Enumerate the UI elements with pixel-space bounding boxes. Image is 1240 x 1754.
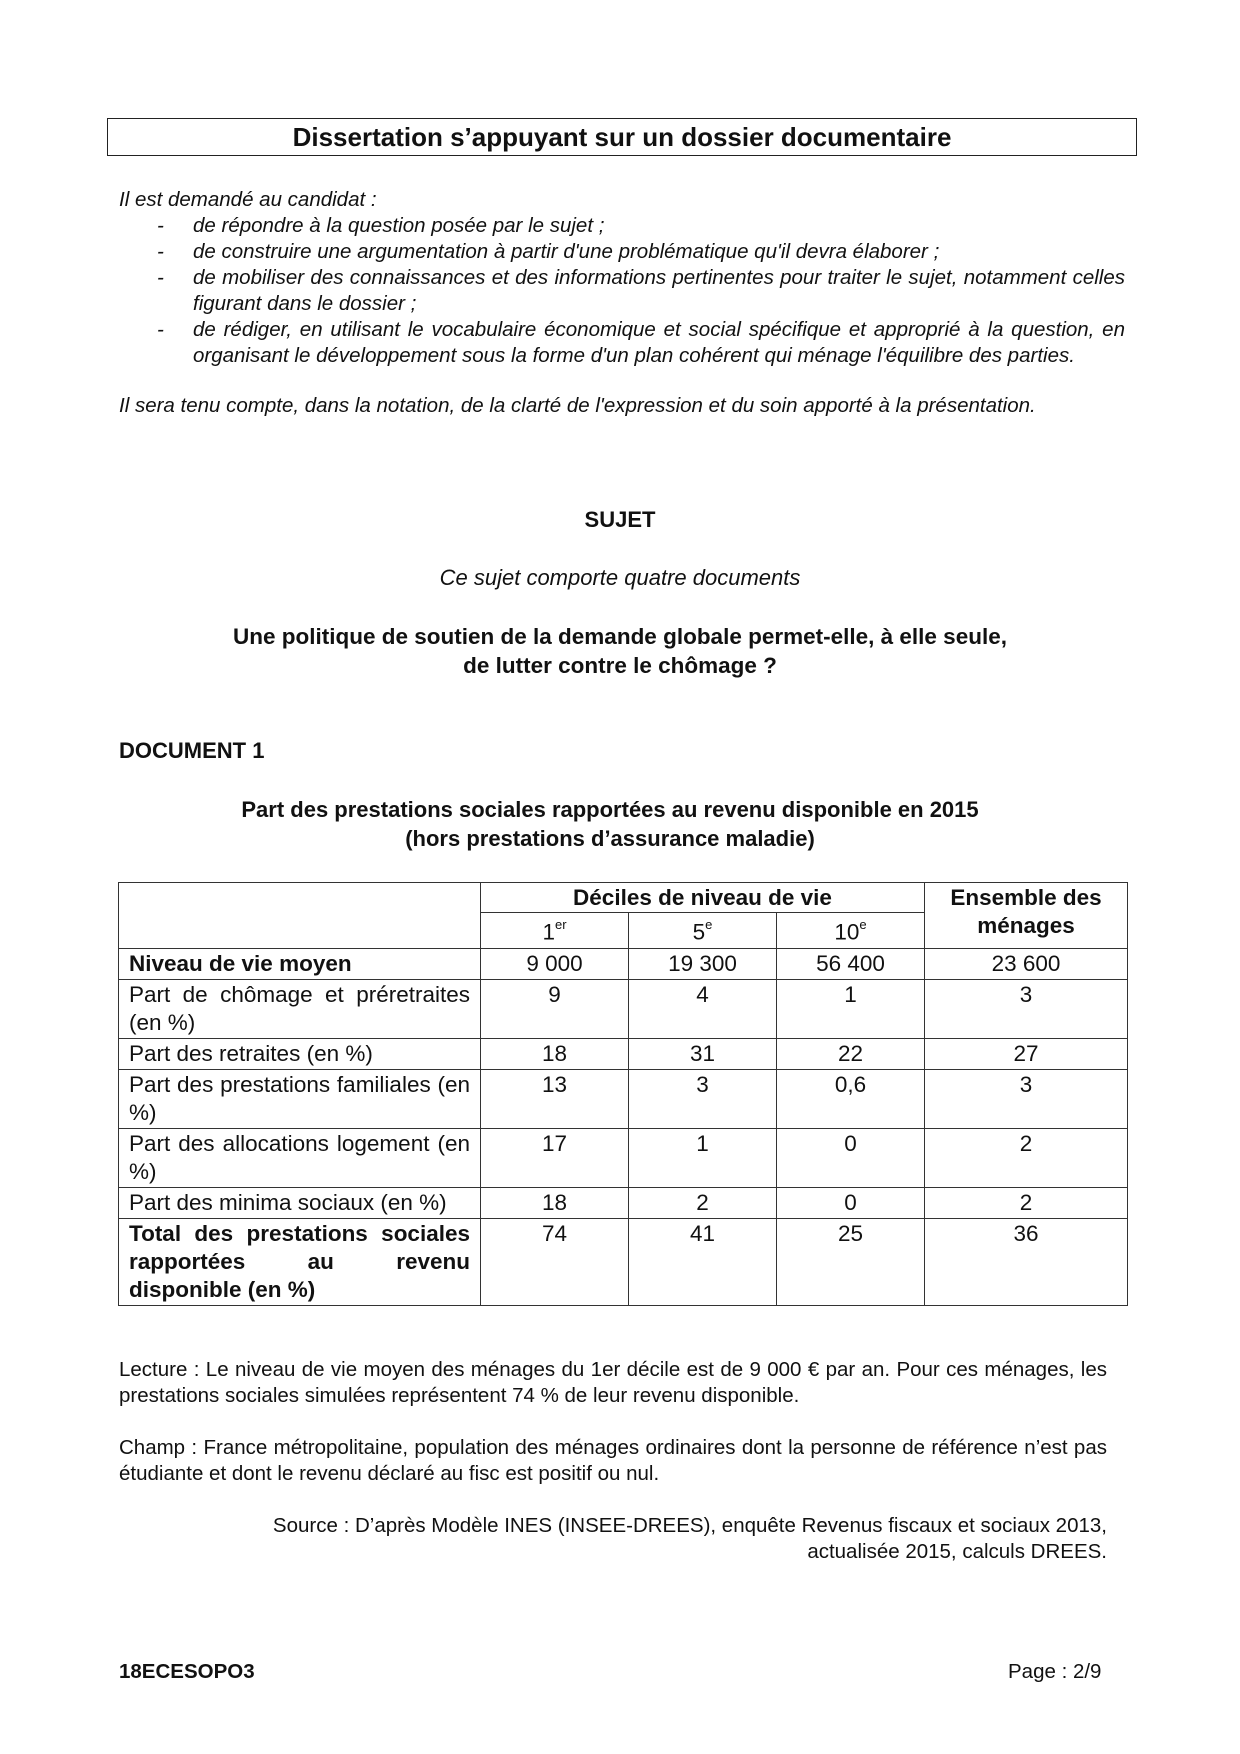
header-title: Dissertation s’appuyant sur un dossier documentaire (292, 121, 952, 152)
question-line-1: Une politique de soutien de la demande globale permet-elle, à elle seule, (233, 624, 1007, 649)
table-row (119, 1038, 1128, 1069)
decile-header: 5e (629, 913, 777, 949)
footer-code: 18ECESOPO3 (119, 1660, 255, 1683)
row-label: Part de chômage et préretraites (en %) (119, 979, 481, 1038)
table-cell: 17 (481, 1128, 629, 1187)
table-cell: 9 (481, 979, 629, 1038)
decile-header: 10e (777, 913, 925, 949)
table-cell: 0 (777, 1187, 925, 1218)
table-cell: 18 (481, 1038, 629, 1069)
row-label: Part des minima sociaux (en %) (119, 1187, 481, 1218)
table-cell: 3 (925, 1069, 1128, 1128)
table-row (119, 1187, 1128, 1218)
source-line-1: Source : D’après Modèle INES (INSEE-DREES), enquête Revenus fiscaux et sociaux 2013, (272, 1514, 1107, 1537)
table-cell: 74 (481, 1218, 629, 1305)
sujet-note: Ce sujet comporte quatre documents (439, 565, 801, 590)
table-cell: 1 (629, 1128, 777, 1187)
source-note (147, 1513, 1107, 1565)
table-row (119, 1128, 1128, 1187)
data-table (118, 882, 1128, 1306)
row-label: Part des allocations logement (en %) (119, 1128, 481, 1187)
table-cell: 2 (925, 1187, 1128, 1218)
source-line-2: actualisée 2015, calculs DREES. (807, 1540, 1107, 1563)
table-cell: 9 000 (481, 948, 629, 979)
table-title-line-1: Part des prestations sociales rapportées au revenu disponible en 2015 (241, 797, 979, 822)
table-cell: 3 (925, 979, 1128, 1038)
lecture-note: Lecture : Le niveau de vie moyen des ménages du 1er décile est de 9 000 € par an. Pour ces ménages, les prestations sociales simulées représentent 74 % de leur revenu disponible. (119, 1358, 1107, 1407)
table-cell: 3 (629, 1069, 777, 1128)
row-label: Part des prestations familiales (en %) (119, 1069, 481, 1128)
table-cell: 25 (777, 1218, 925, 1305)
table-row (119, 1069, 1128, 1128)
table-cell: 0,6 (777, 1069, 925, 1128)
table-cell: 36 (925, 1218, 1128, 1305)
table-cell: 31 (629, 1038, 777, 1069)
instruction-item: - de mobiliser des connaissances et des informations pertinentes pour traiter le sujet, notamment celles figurant dans le dossier ; (157, 266, 1125, 315)
champ-note: Champ : France métropolitaine, population des ménages ordinaires dont la personne de référence n’est pas étudiante et dont le revenu déclaré au fisc est positif ou nul. (119, 1436, 1107, 1485)
instructions (119, 187, 1125, 419)
table-cell: 13 (481, 1069, 629, 1128)
table-title (0, 795, 1220, 853)
table-row (119, 979, 1128, 1038)
table-cell: 41 (629, 1218, 777, 1305)
instructions-notice: Il sera tenu compte, dans la notation, de la clarté de l'expression et du soin apporté à la présentation. (119, 394, 1036, 417)
table-corner-cell (119, 883, 481, 949)
document-header (107, 118, 1137, 156)
table-cell: 1 (777, 979, 925, 1038)
page-number: Page : 2/9 (1008, 1660, 1102, 1683)
table-header-row (119, 883, 1128, 913)
table-cell: 2 (925, 1128, 1128, 1187)
table-cell: 4 (629, 979, 777, 1038)
subject-question (0, 622, 1240, 680)
table-cell: 56 400 (777, 948, 925, 979)
row-label: Niveau de vie moyen (119, 948, 481, 979)
table-cell: 23 600 (925, 948, 1128, 979)
group-header: Déciles de niveau de vie (481, 883, 925, 913)
table-cell: 22 (777, 1038, 925, 1069)
instructions-intro: Il est demandé au candidat : (119, 188, 377, 211)
decile-header: 1er (481, 913, 629, 949)
row-label: Part des retraites (en %) (119, 1038, 481, 1069)
document-label: DOCUMENT 1 (119, 738, 265, 763)
table-title-line-2: (hors prestations d’assurance maladie) (405, 826, 815, 851)
instruction-item: - de répondre à la question posée par le sujet ; (157, 214, 605, 237)
table-cell: 0 (777, 1128, 925, 1187)
table-cell: 19 300 (629, 948, 777, 979)
instructions-list (119, 213, 1125, 369)
table-row (119, 1218, 1128, 1305)
table-cell: 27 (925, 1038, 1128, 1069)
table-row (119, 948, 1128, 979)
question-line-2: de lutter contre le chômage ? (463, 653, 777, 678)
table-cell: 2 (629, 1187, 777, 1218)
instruction-item: - de rédiger, en utilisant le vocabulaire économique et social spécifique et approprié à la question, en organisant le développement sous la forme d'un plan cohérent qui ménage l'équilibre des parties. (157, 318, 1125, 367)
table-cell: 18 (481, 1187, 629, 1218)
row-label: Total des prestations sociales rapportées au revenu disponible (en %) (119, 1218, 481, 1305)
instruction-item: - de construire une argumentation à partir d'une problématique qu'il devra élaborer ; (157, 240, 940, 263)
sujet-heading: SUJET (584, 507, 656, 532)
ensemble-header: Ensemble des ménages (925, 883, 1128, 949)
